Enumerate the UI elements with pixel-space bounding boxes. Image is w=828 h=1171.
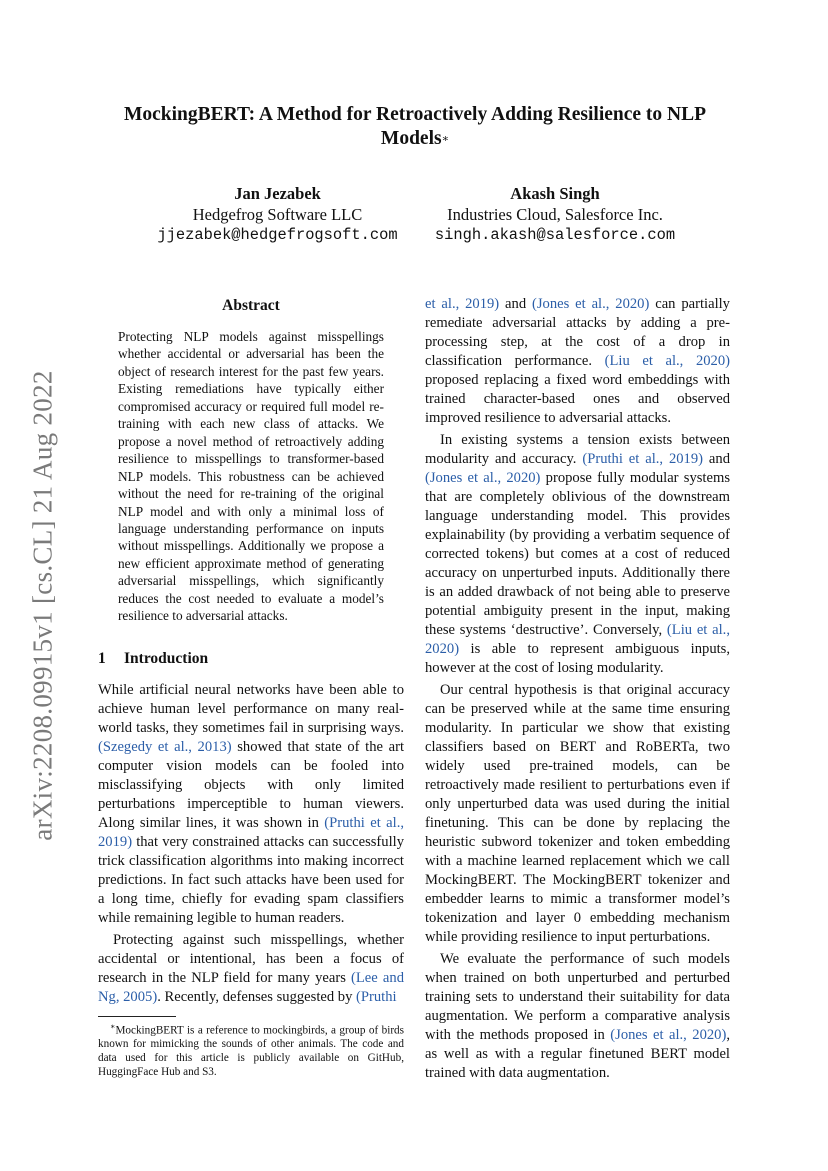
paper-title-text: MockingBERT: A Method for Retroactively Adding Resilience to NLP Models <box>123 104 707 149</box>
paragraph-text: Our central hypothesis is that original accuracy can be preserved while at the same time ensuring modularity. In particular we show that existing classifiers based on BERT and RoBERTa, two widely used pre-trained models, can be retroactively made resilient to perturbations even if only unperturbed data was used during the initial finetuning. This can be done by replacing the heuristic subword tokenizer and token embedding with a machine learned replacement which we call MockingBERT. The MockingBERT tokenizer and embedder learns to mimic a transformer model’s tokenization and layer 0 embedding mechanism while providing resilience to input perturbations. <box>425 682 730 945</box>
abstract-text: Protecting NLP models against misspellings whether accidental or adversarial has been the object of research interest for the past few years. Existing remediations have typically either compromised accuracy or required full model re-training with each new class of attacks. We propose a novel method of retroactively adding resilience to misspellings to transformer-based NLP models. This robustness can be achieved without the need for re-training of the original NLP model and with only a minimal loss of language understanding performance on inputs without misspellings. Additionally we propose a new efficient approximate method of generating adversarial misspellings, which significantly reduces the cost needed to evaluate a model’s resilience to adversarial attacks. <box>118 329 384 624</box>
author-email: jjezabek@hedgefrogsoft.com <box>157 226 398 244</box>
paragraph-text: Protecting against such misspellings, whether accidental or intentional, has been a focus of research in the NLP field for many years <box>98 931 404 986</box>
paragraph-text: showed that state of the art computer vision models can be fooled into misclassifying objects with only limited perturbations imperceptible to human viewers. Along similar lines, it was shown in <box>98 738 404 831</box>
citation-link[interactable]: (Pruthi et al., 2019) <box>582 451 704 467</box>
section-title: Introduction <box>124 649 209 667</box>
left-column <box>98 296 404 1007</box>
paragraph-text: , as well as with a regular finetuned BERT model trained with data augmentation. <box>425 1027 730 1081</box>
body-paragraph <box>98 681 404 928</box>
author-block <box>140 183 415 246</box>
author-name: Akash Singh <box>510 184 600 203</box>
paper-title <box>100 103 730 151</box>
author-affiliation: Industries Cloud, Salesforce Inc. <box>447 205 663 224</box>
title-footnote-mark: ∗ <box>441 133 450 145</box>
citation-link[interactable]: (Jones et al., 2020) <box>532 296 650 312</box>
paragraph-text: and <box>703 451 730 467</box>
paragraph-text: can partially remediate adversarial attacks by adding a pre-processing step, at the cost of a drop in classification performance. <box>425 296 730 369</box>
citation-link[interactable]: et al., 2019) <box>425 296 500 312</box>
paragraph-text: that very constrained attacks can successfully trick classification algorithms into making incorrect predictions. In fact such attacks have been used for a long time, chiefly for evading spam classifiers while remaining legible to human readers. <box>98 833 404 926</box>
right-body-text <box>425 295 730 1083</box>
footnote-mark: ∗ <box>110 1022 116 1031</box>
footnote <box>98 1020 404 1079</box>
author-name: Jan Jezabek <box>234 184 321 203</box>
section-heading <box>98 649 404 669</box>
citation-link[interactable]: (Pruthi et al., 2019) <box>98 814 404 850</box>
left-body-text <box>98 681 404 1007</box>
footnote-rule <box>98 1016 176 1017</box>
citation-link[interactable]: (Lee and Ng, 2005) <box>98 969 404 1005</box>
paragraph-text: and <box>499 296 532 312</box>
paragraph-text: We evaluate the performance of such models when trained on both unperturbed and perturbed training sets to understand their suitability for data augmentation. We perform a comparative analysis with the methods proposed in <box>425 951 730 1043</box>
body-paragraph <box>98 931 404 1007</box>
abstract-heading: Abstract <box>222 297 280 314</box>
body-paragraph <box>425 681 730 947</box>
citation-link[interactable]: (Jones et al., 2020) <box>610 1027 727 1043</box>
paragraph-text: is able to represent ambiguous inputs, however at the cost of losing modularity. <box>425 641 730 676</box>
citation-link[interactable]: (Szegedy et al., 2013) <box>98 738 232 755</box>
body-paragraph <box>425 950 730 1083</box>
section-number: 1 <box>98 649 106 667</box>
author-email: singh.akash@salesforce.com <box>434 226 676 244</box>
citation-link[interactable]: (Liu et al., 2020) <box>604 353 730 369</box>
citation-link[interactable]: (Pruthi <box>356 988 397 1005</box>
author-affiliation: Hedgefrog Software LLC <box>192 205 363 224</box>
footnote-text: MockingBERT is a reference to mockingbirds, a group of birds known for mimicking the sounds of other animals. The code and data used for this article is publicly available on GitHub, HuggingFace Hub and S3. <box>98 1024 404 1078</box>
paragraph-text: proposed replacing a fixed word embeddings with trained character-based ones and observed improved resilience to adversarial attacks. <box>425 372 730 426</box>
body-paragraph <box>425 431 730 678</box>
citation-link[interactable]: (Liu et al., 2020) <box>425 622 730 657</box>
citation-link[interactable]: (Jones et al., 2020) <box>425 470 541 486</box>
arxiv-identifier-text: arXiv:2208.09915v1 [cs.CL] 21 Aug 2022 <box>27 369 58 841</box>
paragraph-text: In existing systems a tension exists between modularity and accuracy. <box>425 432 730 467</box>
right-column <box>425 295 730 1083</box>
paragraph-text: While artificial neural networks have been able to achieve human level performance on many real-world tasks, they sometimes fail in surprising ways. <box>98 681 404 736</box>
paragraph-text: . Recently, defenses suggested by <box>157 988 357 1005</box>
body-paragraph <box>425 295 730 428</box>
author-block <box>420 183 690 246</box>
arxiv-identifier-stamp <box>22 362 64 848</box>
paragraph-text: propose fully modular systems that are completely oblivious of the downstream language understanding model. This provides explainability (by providing a verbatim sequence of corrected tokens) but comes at a cost of reduced accuracy on unperturbed inputs. Additionally there is an added drawback of not being able to preserve potential ambiguity present in the input, making these systems ‘destructive’. Conversely, <box>425 470 730 638</box>
